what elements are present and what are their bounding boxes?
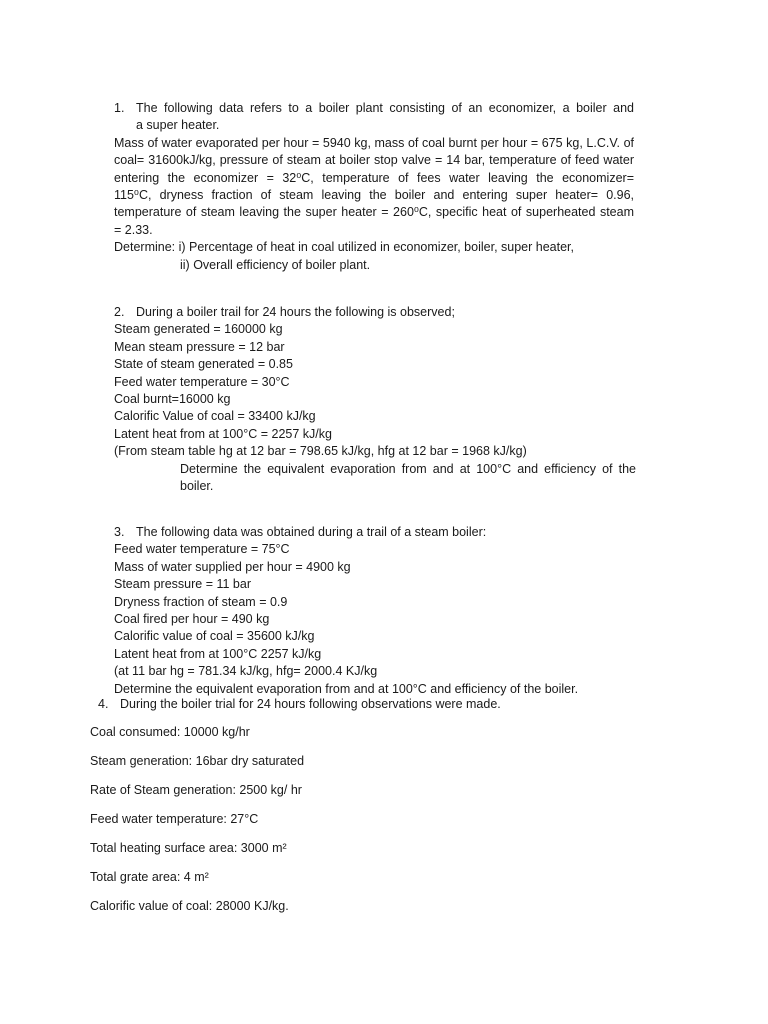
question-4-observations <box>90 724 590 927</box>
question-2-number: 2. <box>114 305 125 319</box>
question-2-line-7: Calorific Value of coal = 33400 kJ/kg <box>114 409 316 424</box>
question-3 <box>114 524 636 698</box>
observation-feed-water-temperature: Feed water temperature: 27°C <box>90 812 259 826</box>
question-1-line-1: 1. The following data refers to a boiler plant consisting of an economizer, a boiler and <box>114 100 634 117</box>
observation-grate-area: Total grate area: 4 m² <box>90 870 209 884</box>
question-1-line-9: Determine: i) Percentage of heat in coal utilized in economizer, boiler, super heater, <box>114 240 574 255</box>
question-2 <box>114 304 636 495</box>
question-3-line-4: Steam pressure = 11 bar <box>114 577 251 592</box>
question-4-line-1: 4. During the boiler trial for 24 hours following observations were made. <box>98 696 638 713</box>
question-1-line-10: ii) Overall efficiency of boiler plant. <box>180 257 371 272</box>
question-1-line-3: Mass of water evaporated per hour = 5940 kg, mass of coal burnt per hour = 675 kg, L.C.V. of <box>114 135 634 150</box>
question-2-line-3: Mean steam pressure = 12 bar <box>114 339 285 354</box>
question-3-number: 3. <box>114 525 125 539</box>
question-1-line-2: a super heater. <box>136 118 220 133</box>
observation-steam-generation: Steam generation: 16bar dry saturated <box>90 754 305 768</box>
question-4 <box>98 696 638 713</box>
question-3-line-6: Coal fired per hour = 490 kg <box>114 611 270 626</box>
question-2-line-6: Coal burnt=16000 kg <box>114 391 231 406</box>
question-2-line-11: boiler. <box>180 478 214 493</box>
question-1-line-6: 115⁰C, dryness fraction of steam leaving the boiler and entering super heater= 0.96, <box>114 187 634 202</box>
question-2-line-8: Latent heat from at 100°C = 2257 kJ/kg <box>114 426 332 441</box>
question-3-line-7: Calorific value of coal = 35600 kJ/kg <box>114 629 315 644</box>
question-3-line-3: Mass of water supplied per hour = 4900 kg <box>114 559 351 574</box>
observation-steam-rate: Rate of Steam generation: 2500 kg/ hr <box>90 783 302 797</box>
question-1-line-8: = 2.33. <box>114 222 153 237</box>
question-1 <box>114 100 634 274</box>
question-2-line-5: Feed water temperature = 30°C <box>114 374 290 389</box>
question-3-line-5: Dryness fraction of steam = 0.9 <box>114 594 288 609</box>
question-3-line-8: Latent heat from at 100°C 2257 kJ/kg <box>114 646 322 661</box>
question-3-line-2: Feed water temperature = 75°C <box>114 542 290 557</box>
question-3-line-10: Determine the equivalent evaporation from and at 100°C and efficiency of the boiler. <box>114 681 579 696</box>
question-4-number: 4. <box>98 697 109 711</box>
question-1-line-4: coal= 31600kJ/kg, pressure of steam at boiler stop valve = 14 bar, temperature of feed water <box>114 153 634 168</box>
question-2-line-9: (From steam table hg at 12 bar = 798.65 kJ/kg, hfg at 12 bar = 1968 kJ/kg) <box>114 444 527 459</box>
question-1-line-5: entering the economizer = 32⁰C, temperature of fees water leaving the economizer= <box>114 170 634 185</box>
observation-calorific-value: Calorific value of coal: 28000 KJ/kg. <box>90 899 289 913</box>
question-2-line-1: 2. During a boiler trail for 24 hours the following is observed; <box>114 304 636 321</box>
observation-heating-surface-area: Total heating surface area: 3000 m² <box>90 841 287 855</box>
observation-coal-consumed: Coal consumed: 10000 kg/hr <box>90 725 250 739</box>
question-1-number: 1. <box>114 101 125 115</box>
question-2-line-2: Steam generated = 160000 kg <box>114 322 283 337</box>
question-3-line-9: (at 11 bar hg = 781.34 kJ/kg, hfg= 2000.4 KJ/kg <box>114 664 378 679</box>
question-3-line-1: 3. The following data was obtained during a trail of a steam boiler: <box>114 524 636 541</box>
question-2-line-10: Determine the equivalent evaporation from and at 100°C and efficiency of the <box>180 461 636 476</box>
question-2-line-4: State of steam generated = 0.85 <box>114 357 293 372</box>
question-1-line-7: temperature of steam leaving the super heater = 260⁰C, specific heat of superheated steam <box>114 205 634 220</box>
